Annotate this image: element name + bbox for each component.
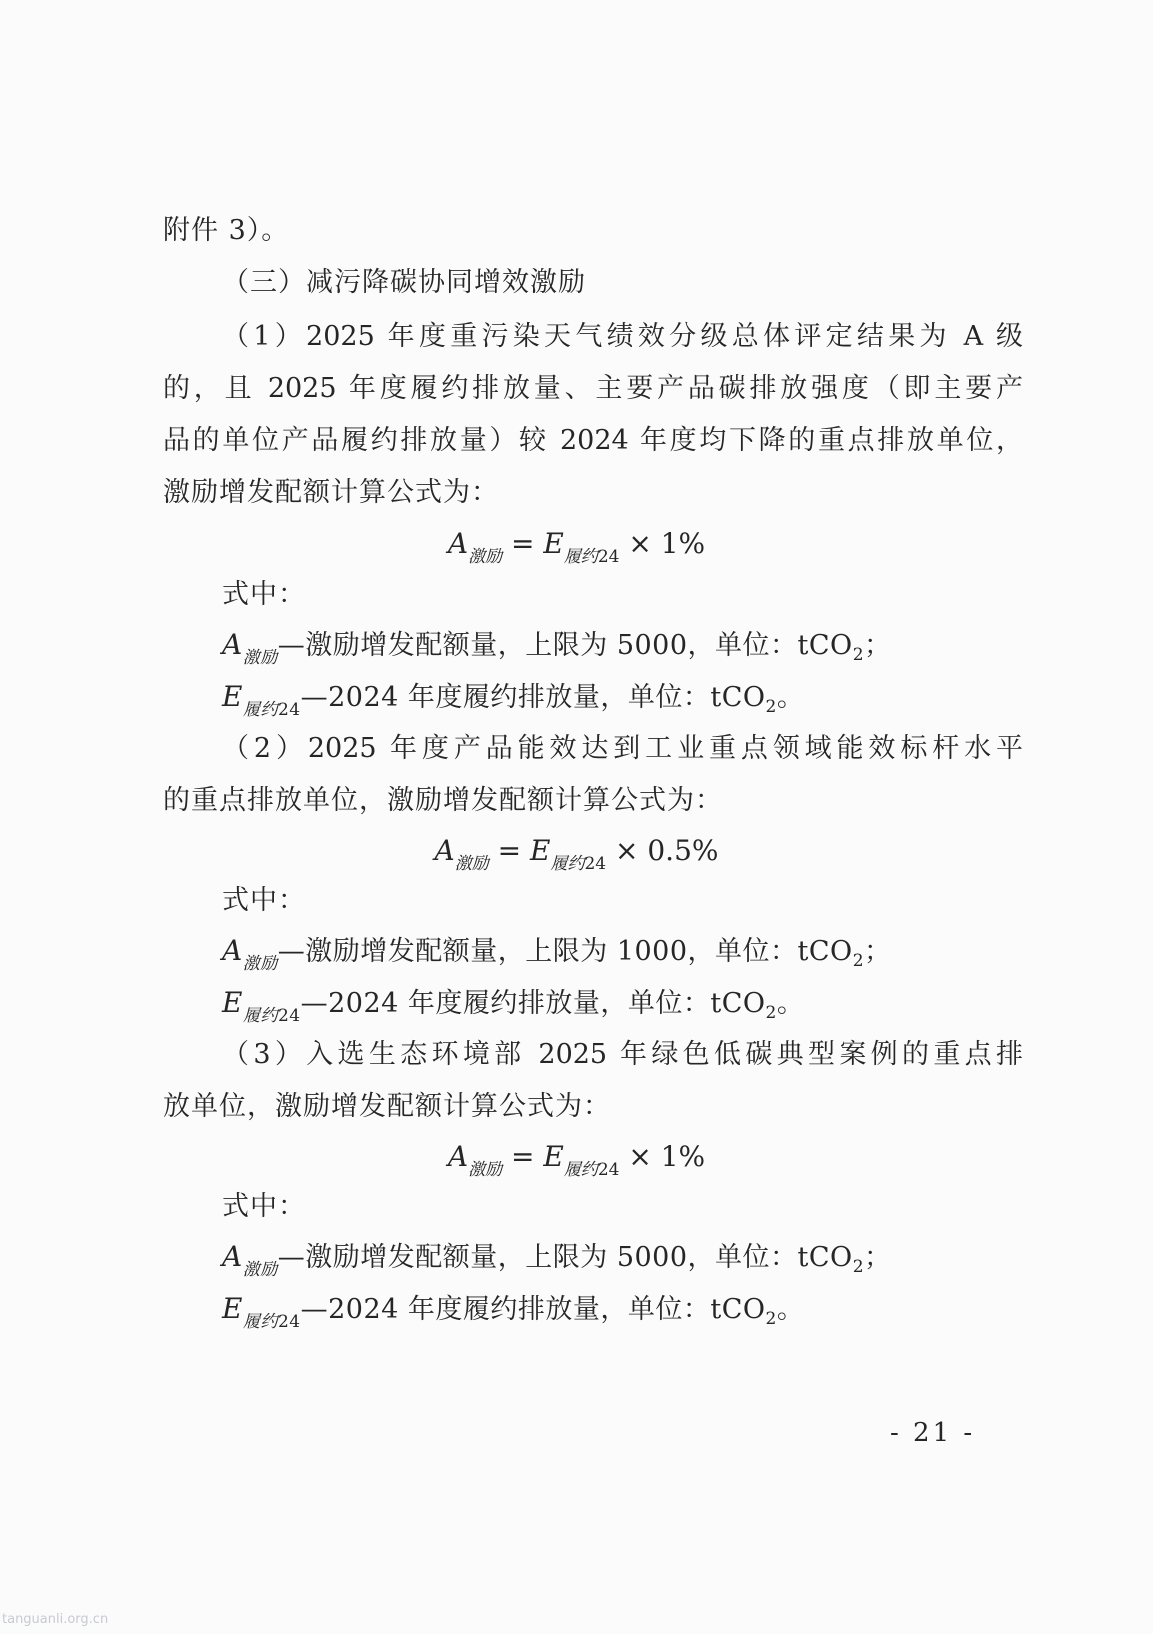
paragraph-1-line-4: 激励增发配额计算公式为： bbox=[163, 477, 499, 508]
section-heading: （三）减污降碳协同增效激励 bbox=[222, 267, 586, 298]
watermark-text: tanguanli.org.cn bbox=[2, 1612, 109, 1627]
paragraph-1-line-2: 的，且 2025 年度履约排放量、主要产品碳排放强度（即主要产 bbox=[163, 373, 1023, 404]
paragraph-1-line-3: 品的单位产品履约排放量）较 2024 年度均下降的重点排放单位， bbox=[163, 425, 1023, 456]
paragraph-continuation: 附件 3）。 bbox=[163, 215, 290, 246]
page-number: - 21 - bbox=[890, 1418, 976, 1448]
definition-e-1: $E_{履约24}—2024$ 年度履约排放量，单位：tCO$_2$。 bbox=[222, 680, 805, 720]
where-label-2: 式中： bbox=[222, 885, 306, 916]
definition-e-3: $E_{履约24}—2024$ 年度履约排放量，单位：tCO$_2$。 bbox=[222, 1292, 805, 1332]
formula-2: $A_{激励} = E_{履约24} \times 0.5\%$ bbox=[434, 834, 719, 874]
definition-a-1: $A_{激励}—$激励增发配额量，上限为 5000，单位：tCO$_2$； bbox=[222, 628, 892, 668]
paragraph-3-line-2: 放单位，激励增发配额计算公式为： bbox=[163, 1091, 611, 1122]
paragraph-2-line-1: （2）2025 年度产品能效达到工业重点领域能效标杆水平 bbox=[222, 733, 1023, 764]
definition-a-3: $A_{激励}—$激励增发配额量，上限为 5000，单位：tCO$_2$； bbox=[222, 1240, 892, 1280]
definition-e-2: $E_{履约24}—2024$ 年度履约排放量，单位：tCO$_2$。 bbox=[222, 986, 805, 1026]
definition-a-2: $A_{激励}—$激励增发配额量，上限为 1000，单位：tCO$_2$； bbox=[222, 934, 892, 974]
paragraph-2-line-2: 的重点排放单位，激励增发配额计算公式为： bbox=[163, 785, 723, 816]
formula-1: $A_{激励} = E_{履约24} \times 1\%$ bbox=[447, 527, 706, 567]
formula-3: $A_{激励} = E_{履约24} \times 1\%$ bbox=[447, 1140, 706, 1180]
where-label-3: 式中： bbox=[222, 1191, 306, 1222]
paragraph-3-line-1: （3）入选生态环境部 2025 年绿色低碳典型案例的重点排 bbox=[222, 1039, 1023, 1070]
paragraph-1-line-1: （1）2025 年度重污染天气绩效分级总体评定结果为 A 级 bbox=[222, 321, 1023, 352]
where-label-1: 式中： bbox=[222, 579, 306, 610]
